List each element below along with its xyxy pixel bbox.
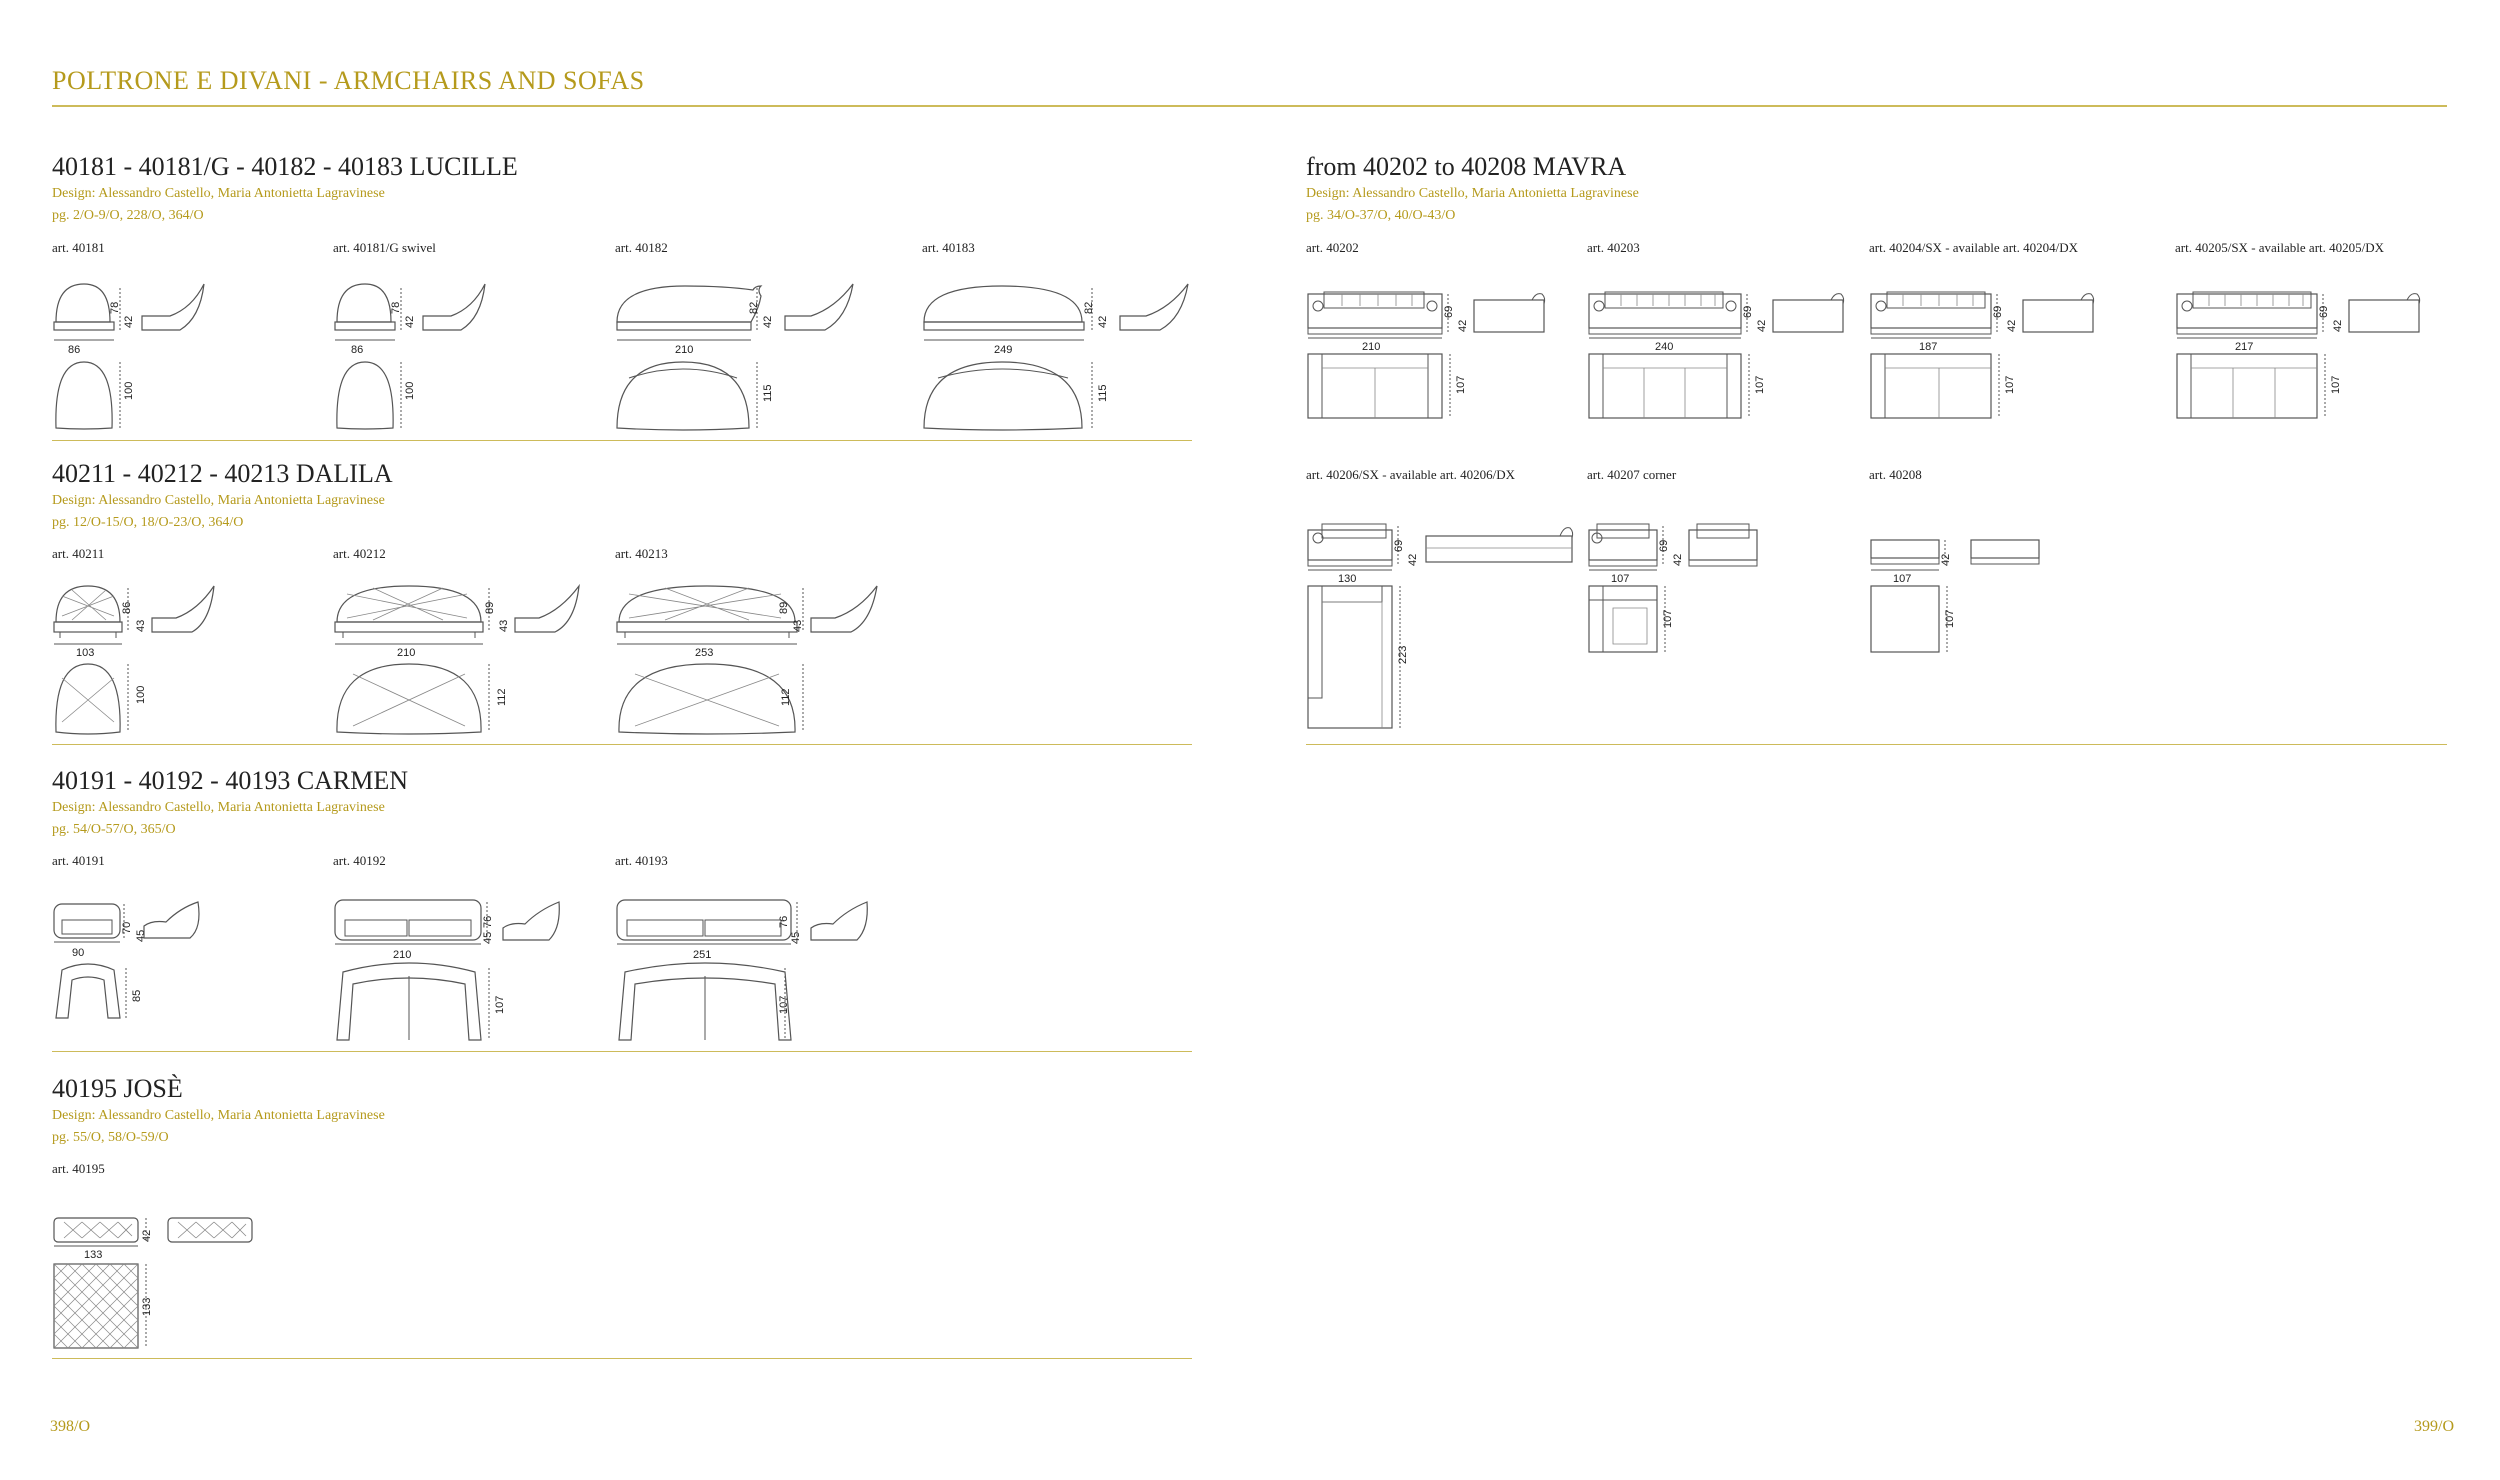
svg-text:45: 45 [790, 931, 802, 944]
svg-text:69: 69 [1393, 539, 1405, 552]
dim-seat: 42 [123, 315, 135, 328]
product-drawing-40212 [333, 582, 593, 742]
svg-text:43: 43 [498, 619, 510, 632]
section-design-mavra: Design: Alessandro Castello, Maria Antonietta Lagravinese [1306, 186, 1639, 201]
section-rule [52, 1358, 1192, 1359]
section-title-carmen: 40191 - 40192 - 40193 CARMEN [52, 766, 409, 795]
page-title: POLTRONE E DIVANI - ARMCHAIRS AND SOFAS [52, 66, 645, 95]
header-rule [52, 105, 2447, 107]
art-label: art. 40181 [52, 240, 105, 255]
svg-text:107: 107 [2330, 375, 2342, 394]
svg-text:130: 130 [1338, 573, 1357, 585]
art-label: art. 40205/SX - available art. 40205/DX [2175, 240, 2385, 255]
product-drawing-40203 [1587, 288, 1857, 428]
product-drawing-40183 [922, 278, 1212, 438]
art-label: art. 40183 [922, 240, 975, 255]
product-drawing-40213 [615, 582, 905, 742]
svg-text:223: 223 [1397, 645, 1409, 664]
svg-text:76: 76 [482, 915, 494, 928]
section-pages-lucille: pg. 2/O-9/O, 228/O, 364/O [52, 208, 204, 223]
page-number-left: 398/O [50, 1418, 90, 1435]
svg-text:115: 115 [1097, 384, 1109, 402]
svg-text:45: 45 [482, 931, 494, 944]
svg-text:43: 43 [135, 619, 147, 632]
svg-text:69: 69 [1742, 305, 1754, 318]
svg-text:107: 107 [1662, 609, 1674, 628]
svg-text:240: 240 [1655, 341, 1674, 353]
section-pages-mavra: pg. 34/O-37/O, 40/O-43/O [1306, 208, 1456, 223]
svg-text:210: 210 [1362, 341, 1381, 353]
svg-text:107: 107 [1455, 375, 1467, 394]
svg-text:42: 42 [1756, 319, 1768, 332]
svg-text:253: 253 [695, 647, 714, 659]
product-drawing-40204 [1869, 288, 2129, 428]
svg-text:210: 210 [397, 647, 416, 659]
svg-text:86: 86 [351, 344, 364, 356]
svg-text:133: 133 [84, 1249, 103, 1261]
svg-text:78: 78 [390, 301, 402, 314]
art-label: art. 40211 [52, 546, 105, 561]
svg-text:100: 100 [404, 381, 416, 400]
svg-text:76: 76 [778, 915, 790, 928]
svg-text:43: 43 [792, 619, 804, 632]
art-label: art. 40212 [333, 546, 386, 561]
svg-text:42: 42 [1672, 553, 1684, 566]
art-label: art. 40203 [1587, 240, 1640, 255]
section-title-mavra: from 40202 to 40208 MAVRA [1306, 152, 1627, 181]
art-label: art. 40204/SX - available art. 40204/DX [1869, 240, 2079, 255]
section-design-jose: Design: Alessandro Castello, Maria Antonietta Lagravinese [52, 1108, 385, 1123]
svg-text:112: 112 [780, 688, 792, 706]
product-drawing-40205 [2175, 288, 2435, 428]
art-label: art. 40192 [333, 853, 386, 868]
product-drawing-40193 [615, 898, 905, 1048]
art-label: art. 40208 [1869, 467, 1922, 482]
section-rule [1306, 744, 2447, 745]
section-design-dalila: Design: Alessandro Castello, Maria Antonietta Lagravinese [52, 493, 385, 508]
art-label: art. 40182 [615, 240, 668, 255]
svg-text:100: 100 [135, 685, 147, 704]
art-label: art. 40213 [615, 546, 668, 561]
svg-text:249: 249 [994, 344, 1013, 356]
section-title-lucille: 40181 - 40181/G - 40182 - 40183 LUCILLE [52, 152, 518, 181]
product-drawing-40191 [52, 898, 232, 1028]
svg-text:210: 210 [393, 949, 412, 961]
svg-text:42: 42 [1457, 319, 1469, 332]
product-drawing-40206 [1306, 516, 1596, 736]
svg-text:133: 133 [141, 1297, 153, 1316]
section-design-carmen: Design: Alessandro Castello, Maria Antonietta Lagravinese [52, 800, 385, 815]
svg-text:187: 187 [1919, 341, 1938, 353]
section-rule [52, 744, 1192, 745]
svg-text:89: 89 [484, 601, 496, 614]
svg-text:90: 90 [72, 947, 85, 959]
product-drawing-40182 [615, 278, 875, 438]
product-drawing-40181 [52, 278, 212, 438]
svg-text:107: 107 [1893, 573, 1912, 585]
svg-text:210: 210 [675, 344, 694, 356]
svg-text:42: 42 [2006, 319, 2018, 332]
section-pages-carmen: pg. 54/O-57/O, 365/O [52, 822, 176, 837]
art-label: art. 40202 [1306, 240, 1359, 255]
section-title-jose: 40195 JOSÈ [52, 1074, 183, 1103]
svg-text:251: 251 [693, 949, 712, 961]
svg-text:103: 103 [76, 647, 95, 659]
svg-text:115: 115 [762, 384, 774, 402]
svg-text:86: 86 [121, 601, 133, 614]
section-rule [52, 1051, 1192, 1052]
svg-text:42: 42 [1407, 553, 1419, 566]
product-drawing-40202 [1306, 288, 1566, 428]
svg-text:107: 107 [778, 995, 790, 1014]
svg-text:107: 107 [494, 995, 506, 1014]
svg-text:42: 42 [762, 315, 774, 328]
svg-text:69: 69 [1443, 305, 1455, 318]
product-drawing-40192 [333, 898, 593, 1048]
dim-width: 86 [68, 344, 81, 356]
svg-text:42: 42 [2332, 319, 2344, 332]
section-rule [52, 440, 1192, 441]
section-title-dalila: 40211 - 40212 - 40213 DALILA [52, 459, 393, 488]
svg-text:82: 82 [748, 301, 760, 314]
svg-text:107: 107 [1944, 609, 1956, 628]
art-label: art. 40181/G swivel [333, 240, 436, 255]
svg-text:42: 42 [404, 315, 416, 328]
svg-text:107: 107 [1754, 375, 1766, 394]
product-drawing-40195 [52, 1212, 272, 1362]
section-design-lucille: Design: Alessandro Castello, Maria Antonietta Lagravinese [52, 186, 385, 201]
page-number-right: 399/O [2414, 1418, 2454, 1435]
product-drawing-40207 [1587, 516, 1787, 656]
art-label: art. 40206/SX - available art. 40206/DX [1306, 467, 1516, 482]
dim-depth: 100 [123, 381, 135, 400]
svg-text:112: 112 [496, 688, 508, 706]
svg-text:42: 42 [141, 1229, 153, 1242]
section-pages-jose: pg. 55/O, 58/O-59/O [52, 1130, 169, 1145]
svg-text:69: 69 [1992, 305, 2004, 318]
art-label: art. 40193 [615, 853, 668, 868]
product-drawing-40208 [1869, 516, 2069, 656]
art-label: art. 40195 [52, 1161, 105, 1176]
svg-text:69: 69 [1658, 539, 1670, 552]
dim-height: 78 [109, 301, 121, 314]
svg-text:70: 70 [121, 921, 133, 934]
svg-text:107: 107 [2004, 375, 2016, 394]
art-label: art. 40191 [52, 853, 105, 868]
svg-text:217: 217 [2235, 341, 2254, 353]
svg-text:89: 89 [778, 601, 790, 614]
svg-text:69: 69 [2318, 305, 2330, 318]
svg-text:45: 45 [135, 929, 147, 942]
product-drawing-40181g [333, 278, 493, 438]
section-pages-dalila: pg. 12/O-15/O, 18/O-23/O, 364/O [52, 515, 244, 530]
svg-text:85: 85 [131, 989, 143, 1002]
art-label: art. 40207 corner [1587, 467, 1677, 482]
product-drawing-40211 [52, 582, 232, 742]
svg-text:42: 42 [1097, 315, 1109, 328]
svg-text:42: 42 [1940, 553, 1952, 566]
svg-text:107: 107 [1611, 573, 1630, 585]
svg-text:82: 82 [1083, 301, 1095, 314]
